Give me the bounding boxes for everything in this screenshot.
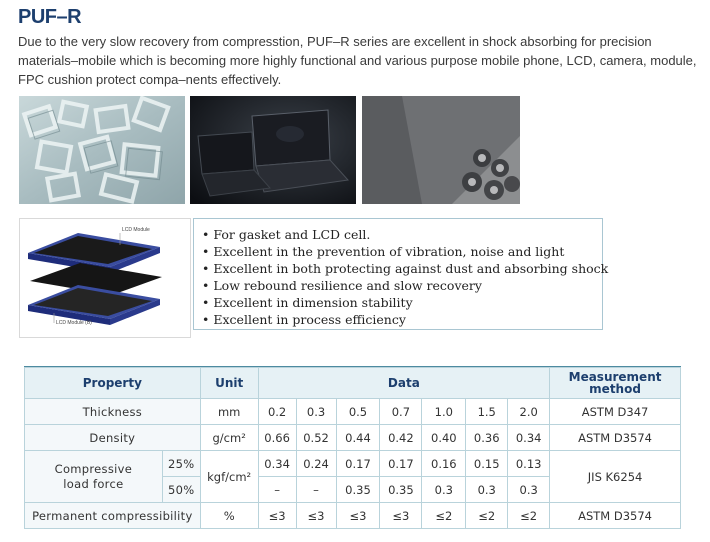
table-cell: 0.66 — [258, 425, 296, 451]
density-method: ASTM D3574 — [550, 425, 681, 451]
permanent-method: ASTM D3574 — [550, 503, 681, 529]
list-item: • Excellent in the prevention of vibration, noise and light — [202, 243, 602, 260]
table-cell: 0.17 — [336, 451, 380, 477]
table-row — [25, 503, 681, 529]
table-cell: ≤2 — [466, 503, 508, 529]
table-cell: 0.17 — [380, 451, 422, 477]
table-cell: 0.42 — [380, 425, 422, 451]
table-cell: ≤3 — [258, 503, 296, 529]
table-cell: 0.34 — [508, 425, 550, 451]
glass-frames-photo — [19, 96, 185, 204]
table-cell: 0.7 — [380, 399, 422, 425]
table-cell: 0.24 — [296, 451, 336, 477]
table-cell: 0.15 — [466, 451, 508, 477]
list-item: • Excellent in both protecting against dust and absorbing shock — [202, 260, 602, 277]
compressive-unit: kgf/cm² — [200, 451, 258, 503]
density-unit: g/cm² — [200, 425, 258, 451]
table-cell: 0.2 — [258, 399, 296, 425]
page-title: PUF–R — [18, 6, 82, 28]
table-cell: 0.3 — [466, 477, 508, 503]
table-cell: – — [258, 477, 296, 503]
table-cell: 0.5 — [336, 399, 380, 425]
density-label: Density — [25, 425, 201, 451]
compressive-method: JIS K6254 — [550, 451, 681, 503]
compressive-label — [25, 451, 163, 503]
table-cell: 2.0 — [508, 399, 550, 425]
compressive-25-label: 25% — [162, 451, 200, 477]
list-item: • Low rebound resilience and slow recovery — [202, 277, 602, 294]
table-row — [25, 399, 681, 425]
foam-rolls-photo — [362, 96, 520, 204]
table-cell: ≤3 — [296, 503, 336, 529]
compressive-label-line2: load force — [63, 476, 124, 491]
lcd-module-label: LCD Module — [122, 227, 150, 233]
table-cell: ≤2 — [508, 503, 550, 529]
thickness-method: ASTM D347 — [550, 399, 681, 425]
method-header-line2: method — [589, 382, 641, 396]
lcd-module-b-label: LCD Module (B) — [56, 320, 92, 326]
lcd-layer-diagram — [19, 218, 191, 338]
table-cell: ≤2 — [422, 503, 466, 529]
table-cell: 0.40 — [422, 425, 466, 451]
property-header: Property — [25, 368, 201, 399]
table-cell: 1.0 — [422, 399, 466, 425]
property-table — [24, 367, 681, 529]
thickness-unit: mm — [200, 399, 258, 425]
table-cell: 1.5 — [466, 399, 508, 425]
table-cell: 0.35 — [336, 477, 380, 503]
list-item: • Excellent in dimension stability — [202, 294, 602, 311]
compressive-50-label: 50% — [162, 477, 200, 503]
unit-header: Unit — [200, 368, 258, 399]
table-cell: ≤3 — [336, 503, 380, 529]
feature-list — [193, 218, 609, 330]
list-item: • For gasket and LCD cell. — [202, 226, 602, 243]
table-cell: 0.35 — [380, 477, 422, 503]
table-cell: 0.44 — [336, 425, 380, 451]
table-row — [25, 425, 681, 451]
table-row — [25, 451, 681, 477]
permanent-label: Permanent compressibility — [25, 503, 201, 529]
method-header-line1: Measurement — [568, 370, 662, 384]
method-header — [550, 368, 681, 399]
table-cell: 0.34 — [258, 451, 296, 477]
table-cell: 0.16 — [422, 451, 466, 477]
table-cell: ≤3 — [380, 503, 422, 529]
compressive-label-line1: Compressive — [54, 461, 133, 476]
list-item: • Excellent in process efficiency — [202, 311, 602, 328]
table-cell: 0.3 — [508, 477, 550, 503]
data-header: Data — [258, 368, 549, 399]
table-cell: 0.3 — [422, 477, 466, 503]
product-description: Due to the very slow recovery from compresstion, PUF–R series are excellent in shock absorbing for precision materials–mobile which is becoming more highly functional and various purpose mobile phone, LCD, camera, module, FPC cushion protect compa–nents effectively. — [18, 34, 697, 87]
table-cell: – — [296, 477, 336, 503]
permanent-unit: % — [200, 503, 258, 529]
table-cell: 0.52 — [296, 425, 336, 451]
thickness-label: Thickness — [25, 399, 201, 425]
table-cell: 0.36 — [466, 425, 508, 451]
table-cell: 0.3 — [296, 399, 336, 425]
table-cell: 0.13 — [508, 451, 550, 477]
table-header-row — [25, 368, 681, 399]
laptop-photo — [190, 96, 356, 204]
